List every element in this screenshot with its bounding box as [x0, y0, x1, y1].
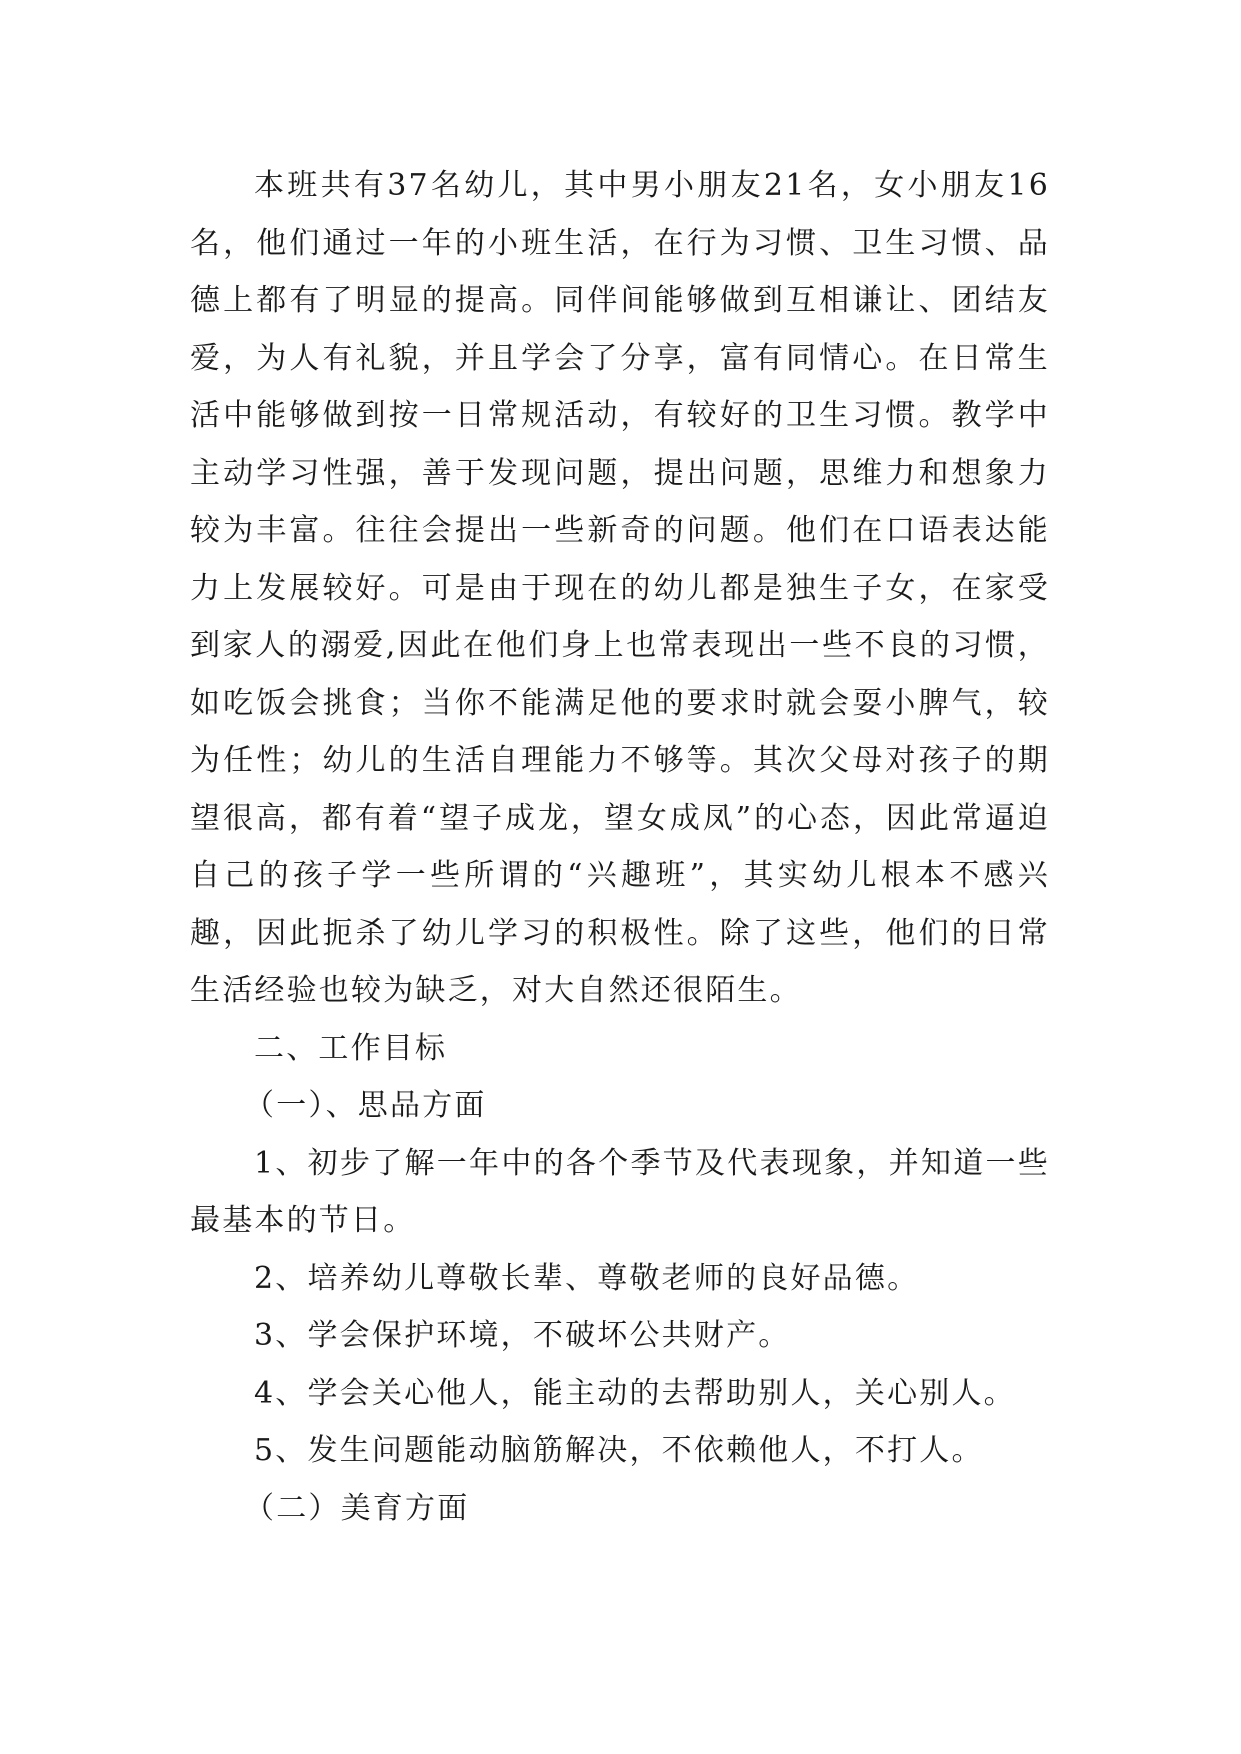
list-item: 3、学会保护环境，不破坏公共财产。	[254, 1318, 791, 1353]
list-item: 4、学会关心他人，能主动的去帮助别人，关心别人。	[254, 1375, 1016, 1411]
intro-paragraph: 本班共有37名幼儿，其中男小朋友21名，女小朋友16名，他们通过一年的小班生活，在行为习惯、卫生习惯、品德上都有了明显的提高。同伴间能够做到互相谦让、团结友爱，为人有礼貌，并且学会了分享，富有同情心。在日常生活中能够做到按一日常规活动，有较好的卫生习惯。教学中主动学习性强，善于发现问题，提出问题，思维力和想象力较为丰富。往往会提出一些新奇的问题。他们在口语表达能力上发展较好。可是由于现在的幼儿都是独生子女，在家受到家人的溺爱,因此在他们身上也常表现出一些不良的习惯，如吃饭会挑食；当你不能满足他的要求时就会耍小脾气，较为任性；幼儿的生活自理能力不够等。其次父母对孩子的期望很高，都有着“望子成龙，望女成凤”的心态，因此常逼迫自己的孩子学一些所谓的“兴趣班”，其实幼儿根本不感兴趣，因此扼杀了幼儿学习的积极性。除了这些，他们的日常生活经验也较为缺乏，对大自然还很陌生。	[190, 168, 1050, 1008]
list-item: 5、发生问题能动脑筋解决，不依赖他人，不打人。	[254, 1433, 984, 1468]
subsection-heading-aesthetic: （二）美育方面	[244, 1490, 470, 1526]
list-item: 2、培养幼儿尊敬长辈、尊敬老师的良好品德。	[254, 1260, 920, 1296]
section-heading: 二、工作目标	[254, 1030, 448, 1066]
document-body	[190, 157, 1050, 1537]
subsection-heading-moral: （一）、思品方面	[244, 1088, 487, 1123]
list-item: 1、初步了解一年中的各个季节及代表现象，并知道一些最基本的节日。	[190, 1145, 1050, 1238]
